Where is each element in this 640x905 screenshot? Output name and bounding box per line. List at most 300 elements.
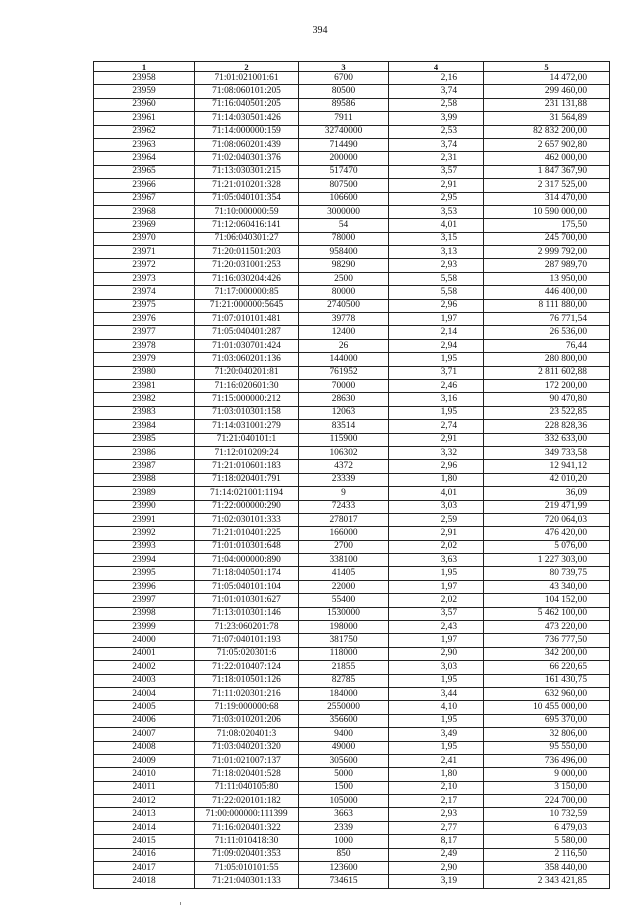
cell-amount: 736 777,50 [484, 634, 610, 647]
cell-amount: 80 739,75 [484, 567, 610, 580]
cell-row-index: 24005 [94, 701, 195, 714]
cell-amount: 90 470,80 [484, 393, 610, 406]
cell-area: 517470 [299, 165, 389, 178]
cell-row-index: 23983 [94, 406, 195, 419]
cell-rate: 2,16 [389, 72, 484, 85]
cell-rate: 3,74 [389, 138, 484, 151]
cell-amount: 104 152,00 [484, 594, 610, 607]
table-row [94, 152, 610, 165]
cell-amount: 10 590 000,00 [484, 205, 610, 218]
header-col-2: 2 [195, 62, 299, 72]
cell-area: 2740500 [299, 299, 389, 312]
cell-rate: 2,90 [389, 647, 484, 660]
cell-row-index: 24011 [94, 781, 195, 794]
table-row [94, 205, 610, 218]
cell-amount: 10 455 000,00 [484, 701, 610, 714]
table-row [94, 85, 610, 98]
cell-cadastral-number: 71:01:030701:424 [195, 339, 299, 352]
table-row [94, 634, 610, 647]
table-row [94, 72, 610, 85]
cell-cadastral-number: 71:05:040101:104 [195, 580, 299, 593]
table-row [94, 594, 610, 607]
cell-amount: 95 550,00 [484, 741, 610, 754]
cell-rate: 2,93 [389, 808, 484, 821]
cell-row-index: 24016 [94, 848, 195, 861]
cell-row-index: 23993 [94, 540, 195, 553]
cell-row-index: 23978 [94, 339, 195, 352]
cell-amount: 172 200,00 [484, 379, 610, 392]
header-row [94, 62, 610, 72]
cell-area: 3663 [299, 808, 389, 821]
cell-amount: 82 832 200,00 [484, 125, 610, 138]
cell-rate: 4,10 [389, 701, 484, 714]
cell-amount: 43 340,00 [484, 580, 610, 593]
cell-cadastral-number: 71:21:010401:225 [195, 527, 299, 540]
cell-amount: 231 131,88 [484, 98, 610, 111]
cell-amount: 2 999 792,00 [484, 246, 610, 259]
cell-cadastral-number: 71:20:011501:203 [195, 246, 299, 259]
cell-area: 78000 [299, 232, 389, 245]
table-row [94, 299, 610, 312]
cell-amount: 2 343 421,85 [484, 875, 610, 888]
table-header [94, 62, 610, 72]
cell-rate: 1,80 [389, 768, 484, 781]
cell-cadastral-number: 71:08:060201:439 [195, 138, 299, 151]
cell-area: 6700 [299, 72, 389, 85]
cell-amount: 245 700,00 [484, 232, 610, 245]
table-row [94, 513, 610, 526]
cell-cadastral-number: 71:05:020301:6 [195, 647, 299, 660]
cell-area: 5000 [299, 768, 389, 781]
cell-cadastral-number: 71:16:030204:426 [195, 272, 299, 285]
table-row [94, 460, 610, 473]
cell-rate: 2,58 [389, 98, 484, 111]
table-row [94, 179, 610, 192]
cell-rate: 2,95 [389, 192, 484, 205]
cell-row-index: 23979 [94, 353, 195, 366]
cell-cadastral-number: 71:10:000000:59 [195, 205, 299, 218]
cell-area: 123600 [299, 862, 389, 875]
cell-rate: 2,02 [389, 540, 484, 553]
cell-amount: 3 150,00 [484, 781, 610, 794]
cell-row-index: 23975 [94, 299, 195, 312]
cell-area: 198000 [299, 621, 389, 634]
cell-cadastral-number: 71:12:060416:141 [195, 219, 299, 232]
cell-rate: 1,95 [389, 741, 484, 754]
table-row [94, 446, 610, 459]
cell-rate: 2,91 [389, 179, 484, 192]
cell-area: 115900 [299, 433, 389, 446]
cell-amount: 6 479,03 [484, 821, 610, 834]
cell-row-index: 24007 [94, 728, 195, 741]
table-row [94, 862, 610, 875]
cell-rate: 3,63 [389, 554, 484, 567]
table-row [94, 714, 610, 727]
table-row [94, 420, 610, 433]
cell-amount: 224 700,00 [484, 795, 610, 808]
cell-area: 2550000 [299, 701, 389, 714]
cell-row-index: 23960 [94, 98, 195, 111]
cell-cadastral-number: 71:17:000000:85 [195, 286, 299, 299]
cell-cadastral-number: 71:02:040301:376 [195, 152, 299, 165]
cell-area: 714490 [299, 138, 389, 151]
cell-area: 9400 [299, 728, 389, 741]
cell-row-index: 23998 [94, 607, 195, 620]
cell-row-index: 23980 [94, 366, 195, 379]
cell-amount: 2 811 602,88 [484, 366, 610, 379]
cell-amount: 9 000,00 [484, 768, 610, 781]
cell-area: 1000 [299, 835, 389, 848]
cell-row-index: 23997 [94, 594, 195, 607]
cell-amount: 5 076,00 [484, 540, 610, 553]
cell-area: 80000 [299, 286, 389, 299]
cell-row-index: 24002 [94, 661, 195, 674]
cell-amount: 332 633,00 [484, 433, 610, 446]
cell-area: 80500 [299, 85, 389, 98]
cell-row-index: 24000 [94, 634, 195, 647]
table-row [94, 393, 610, 406]
cell-rate: 3,44 [389, 687, 484, 700]
cell-cadastral-number: 71:15:000000:212 [195, 393, 299, 406]
table-row [94, 567, 610, 580]
table-row [94, 112, 610, 125]
cell-row-index: 23991 [94, 513, 195, 526]
cell-cadastral-number: 71:03:010301:158 [195, 406, 299, 419]
cell-cadastral-number: 71:02:030101:333 [195, 513, 299, 526]
table-row [94, 821, 610, 834]
cell-row-index: 23999 [94, 621, 195, 634]
cell-amount: 2 657 902,80 [484, 138, 610, 151]
table-row [94, 741, 610, 754]
table-row [94, 647, 610, 660]
cell-cadastral-number: 71:21:010201:328 [195, 179, 299, 192]
cell-amount: 76 771,54 [484, 313, 610, 326]
cell-amount: 66 220,65 [484, 661, 610, 674]
cell-cadastral-number: 71:13:010301:146 [195, 607, 299, 620]
table-row [94, 527, 610, 540]
cell-area: 9 [299, 487, 389, 500]
cell-cadastral-number: 71:08:020401:3 [195, 728, 299, 741]
cell-row-index: 23977 [94, 326, 195, 339]
table-row [94, 259, 610, 272]
cell-amount: 695 370,00 [484, 714, 610, 727]
table-row [94, 795, 610, 808]
cell-area: 4372 [299, 460, 389, 473]
cell-rate: 2,59 [389, 513, 484, 526]
table-row [94, 848, 610, 861]
cell-amount: 5 580,00 [484, 835, 610, 848]
cell-rate: 3,15 [389, 232, 484, 245]
cell-row-index: 24017 [94, 862, 195, 875]
cell-cadastral-number: 71:01:010301:648 [195, 540, 299, 553]
cell-area: 381750 [299, 634, 389, 647]
cell-area: 2339 [299, 821, 389, 834]
cell-cadastral-number: 71:05:040101:354 [195, 192, 299, 205]
cell-cadastral-number: 71:21:040301:133 [195, 875, 299, 888]
cell-rate: 8,17 [389, 835, 484, 848]
cell-row-index: 23961 [94, 112, 195, 125]
cell-area: 200000 [299, 152, 389, 165]
table-row [94, 406, 610, 419]
cell-area: 54 [299, 219, 389, 232]
table-row [94, 661, 610, 674]
cell-row-index: 23971 [94, 246, 195, 259]
cell-area: 39778 [299, 313, 389, 326]
cell-rate: 3,57 [389, 607, 484, 620]
cell-cadastral-number: 71:16:020401:322 [195, 821, 299, 834]
cell-rate: 5,58 [389, 286, 484, 299]
cell-amount: 720 064,03 [484, 513, 610, 526]
table-row [94, 674, 610, 687]
cell-cadastral-number: 71:12:010209:24 [195, 446, 299, 459]
cell-cadastral-number: 71:07:010101:481 [195, 313, 299, 326]
cell-row-index: 23976 [94, 313, 195, 326]
cell-cadastral-number: 71:18:020401:528 [195, 768, 299, 781]
cell-row-index: 24013 [94, 808, 195, 821]
cell-amount: 12 941,12 [484, 460, 610, 473]
cell-row-index: 23969 [94, 219, 195, 232]
cell-rate: 1,97 [389, 634, 484, 647]
cell-rate: 1,97 [389, 580, 484, 593]
cell-row-index: 24015 [94, 835, 195, 848]
table-row [94, 687, 610, 700]
table-row [94, 313, 610, 326]
cell-cadastral-number: 71:22:010407:124 [195, 661, 299, 674]
cell-rate: 2,90 [389, 862, 484, 875]
cell-cadastral-number: 71:22:000000:290 [195, 500, 299, 513]
cell-rate: 2,43 [389, 621, 484, 634]
cell-row-index: 23995 [94, 567, 195, 580]
cell-amount: 31 564,89 [484, 112, 610, 125]
cell-rate: 2,96 [389, 460, 484, 473]
cell-area: 98290 [299, 259, 389, 272]
table-row [94, 473, 610, 486]
cell-rate: 3,19 [389, 875, 484, 888]
cell-cadastral-number: 71:18:010501:126 [195, 674, 299, 687]
cell-rate: 2,10 [389, 781, 484, 794]
cell-rate: 1,95 [389, 406, 484, 419]
cell-cadastral-number: 71:04:000000:890 [195, 554, 299, 567]
cell-rate: 3,71 [389, 366, 484, 379]
cell-area: 734615 [299, 875, 389, 888]
cell-rate: 1,95 [389, 674, 484, 687]
cell-row-index: 24001 [94, 647, 195, 660]
cell-area: 21855 [299, 661, 389, 674]
cell-row-index: 24012 [94, 795, 195, 808]
cell-row-index: 24003 [94, 674, 195, 687]
cell-amount: 473 220,00 [484, 621, 610, 634]
table-row [94, 286, 610, 299]
cell-cadastral-number: 71:11:040105:80 [195, 781, 299, 794]
cell-amount: 314 470,00 [484, 192, 610, 205]
table-row [94, 366, 610, 379]
cell-area: 32740000 [299, 125, 389, 138]
cell-rate: 3,74 [389, 85, 484, 98]
cell-cadastral-number: 71:03:040201:320 [195, 741, 299, 754]
cell-amount: 342 200,00 [484, 647, 610, 660]
cell-rate: 1,95 [389, 714, 484, 727]
cell-amount: 13 950,00 [484, 272, 610, 285]
cell-row-index: 23970 [94, 232, 195, 245]
cell-row-index: 23959 [94, 85, 195, 98]
cell-area: 184000 [299, 687, 389, 700]
cell-row-index: 24018 [94, 875, 195, 888]
cell-area: 166000 [299, 527, 389, 540]
cell-cadastral-number: 71:07:040101:193 [195, 634, 299, 647]
cell-area: 761952 [299, 366, 389, 379]
cell-rate: 2,91 [389, 433, 484, 446]
cell-cadastral-number: 71:21:000000:5645 [195, 299, 299, 312]
table-row [94, 232, 610, 245]
cell-row-index: 24004 [94, 687, 195, 700]
table-row [94, 728, 610, 741]
table-row [94, 500, 610, 513]
cell-amount: 632 960,00 [484, 687, 610, 700]
cell-area: 70000 [299, 379, 389, 392]
cell-cadastral-number: 71:11:010418:30 [195, 835, 299, 848]
cell-amount: 23 522,85 [484, 406, 610, 419]
table-row [94, 754, 610, 767]
cell-rate: 3,03 [389, 661, 484, 674]
cell-area: 2500 [299, 272, 389, 285]
cell-cadastral-number: 71:14:030501:426 [195, 112, 299, 125]
cell-amount: 42 010,20 [484, 473, 610, 486]
cell-row-index: 23990 [94, 500, 195, 513]
cell-row-index: 23967 [94, 192, 195, 205]
header-col-5: 5 [484, 62, 610, 72]
cell-area: 106600 [299, 192, 389, 205]
table-row [94, 138, 610, 151]
cell-amount: 476 420,00 [484, 527, 610, 540]
cell-cadastral-number: 71:19:000000:68 [195, 701, 299, 714]
table-row [94, 768, 610, 781]
cell-cadastral-number: 71:16:020601:30 [195, 379, 299, 392]
table-row [94, 379, 610, 392]
table-row [94, 339, 610, 352]
cell-rate: 5,58 [389, 272, 484, 285]
cell-rate: 2,91 [389, 527, 484, 540]
cell-area: 7911 [299, 112, 389, 125]
table-row [94, 875, 610, 888]
cell-cadastral-number: 71:14:021001:1194 [195, 487, 299, 500]
cell-area: 356600 [299, 714, 389, 727]
cell-rate: 2,94 [389, 339, 484, 352]
cell-area: 1500 [299, 781, 389, 794]
cell-area: 55400 [299, 594, 389, 607]
cell-row-index: 24006 [94, 714, 195, 727]
cell-rate: 2,77 [389, 821, 484, 834]
cell-row-index: 23988 [94, 473, 195, 486]
table-body [94, 72, 610, 889]
cell-row-index: 24010 [94, 768, 195, 781]
cell-row-index: 23968 [94, 205, 195, 218]
cell-row-index: 23994 [94, 554, 195, 567]
cell-amount: 36,09 [484, 487, 610, 500]
cell-amount: 1 847 367,90 [484, 165, 610, 178]
cell-cadastral-number: 71:22:020101:182 [195, 795, 299, 808]
cell-amount: 299 460,00 [484, 85, 610, 98]
cell-row-index: 23965 [94, 165, 195, 178]
cell-amount: 26 536,00 [484, 326, 610, 339]
cell-row-index: 23963 [94, 138, 195, 151]
cell-rate: 1,95 [389, 353, 484, 366]
cell-amount: 76,44 [484, 339, 610, 352]
cell-area: 106302 [299, 446, 389, 459]
cell-row-index: 23972 [94, 259, 195, 272]
table-row [94, 835, 610, 848]
cell-rate: 3,13 [389, 246, 484, 259]
cell-row-index: 23992 [94, 527, 195, 540]
data-table [93, 61, 610, 889]
cell-rate: 2,31 [389, 152, 484, 165]
cell-cadastral-number: 71:18:040501:174 [195, 567, 299, 580]
cell-rate: 3,53 [389, 205, 484, 218]
cell-cadastral-number: 71:01:021007:137 [195, 754, 299, 767]
cell-area: 28630 [299, 393, 389, 406]
table-row [94, 487, 610, 500]
table-row [94, 353, 610, 366]
cell-rate: 2,49 [389, 848, 484, 861]
cell-row-index: 23962 [94, 125, 195, 138]
cell-row-index: 23986 [94, 446, 195, 459]
cell-amount: 736 496,00 [484, 754, 610, 767]
cell-cadastral-number: 71:00:000000:111399 [195, 808, 299, 821]
cell-area: 22000 [299, 580, 389, 593]
cell-rate: 2,74 [389, 420, 484, 433]
cell-amount: 228 828,36 [484, 420, 610, 433]
cell-area: 89586 [299, 98, 389, 111]
cell-area: 26 [299, 339, 389, 352]
cell-area: 338100 [299, 554, 389, 567]
cell-rate: 3,57 [389, 165, 484, 178]
cell-cadastral-number: 71:16:040501:205 [195, 98, 299, 111]
cell-amount: 175,50 [484, 219, 610, 232]
cell-amount: 462 000,00 [484, 152, 610, 165]
cell-cadastral-number: 71:20:040201:81 [195, 366, 299, 379]
cell-cadastral-number: 71:11:020301:216 [195, 687, 299, 700]
table-row [94, 326, 610, 339]
cell-area: 41405 [299, 567, 389, 580]
table-row [94, 781, 610, 794]
cell-cadastral-number: 71:18:020401:791 [195, 473, 299, 486]
cell-cadastral-number: 71:05:010101:55 [195, 862, 299, 875]
cell-cadastral-number: 71:13:030301:215 [195, 165, 299, 178]
table-row [94, 433, 610, 446]
cell-amount: 32 806,00 [484, 728, 610, 741]
cell-amount: 8 111 880,00 [484, 299, 610, 312]
table-row [94, 192, 610, 205]
cell-amount: 2 317 525,00 [484, 179, 610, 192]
cell-area: 850 [299, 848, 389, 861]
cell-amount: 219 471,99 [484, 500, 610, 513]
cell-amount: 1 227 303,00 [484, 554, 610, 567]
cell-area: 305600 [299, 754, 389, 767]
cell-amount: 14 472,00 [484, 72, 610, 85]
cell-rate: 4,01 [389, 219, 484, 232]
cell-rate: 3,16 [389, 393, 484, 406]
cell-cadastral-number: 71:20:031001:253 [195, 259, 299, 272]
cell-rate: 2,02 [389, 594, 484, 607]
cell-area: 118000 [299, 647, 389, 660]
cell-rate: 3,32 [389, 446, 484, 459]
table-row [94, 98, 610, 111]
cell-area: 278017 [299, 513, 389, 526]
cell-row-index: 23987 [94, 460, 195, 473]
cell-area: 3000000 [299, 205, 389, 218]
cell-rate: 1,97 [389, 313, 484, 326]
cell-area: 83514 [299, 420, 389, 433]
cell-row-index: 23966 [94, 179, 195, 192]
